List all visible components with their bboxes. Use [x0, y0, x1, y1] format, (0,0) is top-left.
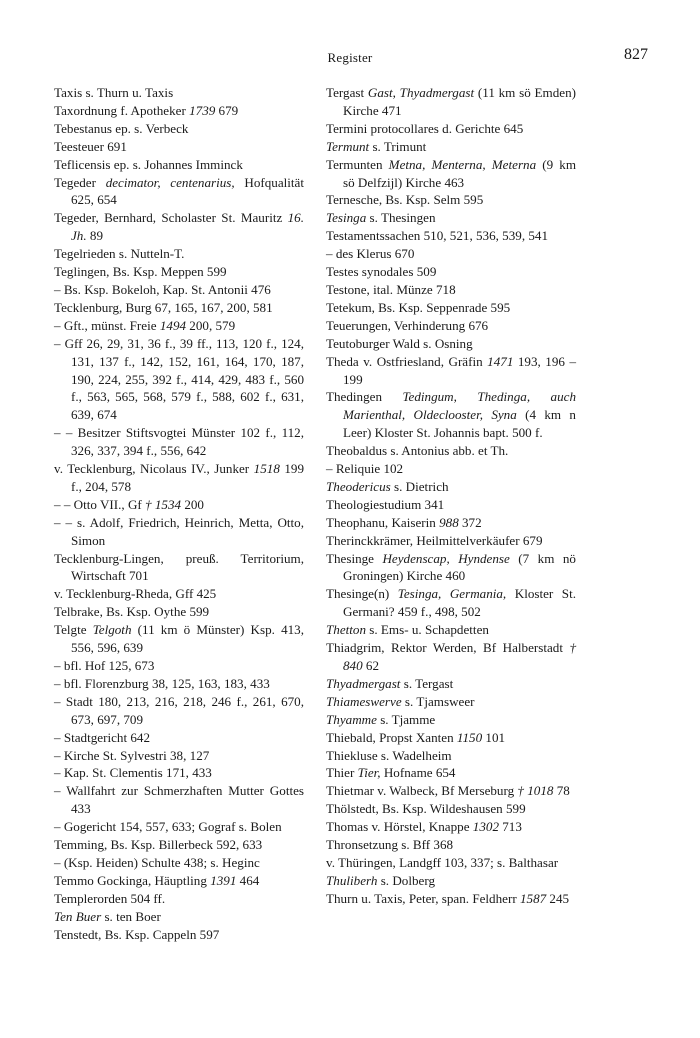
index-entry-italic-text: Tesinga	[326, 210, 367, 226]
index-entry-text: s. Dietrich	[390, 478, 449, 494]
index-entry-text: Thesinge(n)	[326, 586, 398, 602]
index-entry-text: Termunten	[326, 156, 389, 172]
index-entry-italic-text: 1739	[189, 102, 216, 118]
index-entry-text: Testes synodales 509	[326, 264, 437, 280]
index-entry-text: – Gft., münst. Freie	[54, 317, 160, 333]
index-entry-text: Thomas v. Hörstel, Knappe	[326, 819, 473, 835]
index-entry	[54, 102, 304, 120]
index-entry-text: 372	[458, 514, 482, 530]
index-entry-text: Teglingen, Bs. Ksp. Meppen 599	[54, 264, 227, 280]
index-entry-text: (11 km ö Münster) Ksp. 413, 556, 596, 639	[71, 622, 304, 656]
index-entry-text: Telbrake, Bs. Ksp. Oythe 599	[54, 604, 210, 620]
index-entry-italic-text: 1302	[472, 819, 499, 835]
index-entry	[326, 353, 576, 389]
index-entry-text: Tegelrieden s. Nutteln-T.	[54, 246, 185, 262]
index-entry-text: s. Tjamme	[376, 711, 436, 727]
index-entry-text: Teflicensis ep. s. Johannes Imminck	[54, 156, 243, 172]
index-entry-italic-text: 1391	[210, 872, 237, 888]
index-entry-italic-text: 1494	[159, 317, 187, 333]
index-entry	[54, 747, 304, 765]
index-entry-text: – Gff 26, 29, 31, 36 f., 39 ff., 113, 120 f., 124, 131, 137 f., 142, 152, 161, 164, 170, 187, 190, 224, 255, 392 f., 414, 429, 483 f., 560 f., 563, 565, 568, 579 f., 588, 602 f., 631, 639, 674	[54, 335, 304, 423]
index-entry-text: – – s. Adolf, Friedrich, Heinrich, Metta, Otto, Simon	[54, 514, 304, 548]
index-entry-text: 62	[362, 658, 380, 673]
index-entry	[54, 335, 304, 425]
index-entry	[326, 281, 576, 299]
index-entry	[326, 747, 576, 765]
index-entry	[54, 496, 304, 514]
index-entry-italic-text: Thyadmergast	[326, 675, 401, 691]
index-entry-text: s. Ems- u. Schapdetten	[366, 622, 489, 638]
index-entry-text: Thiebald, Propst Xanten	[326, 729, 457, 745]
index-entry	[54, 764, 304, 782]
index-entry	[326, 138, 576, 156]
index-entry-italic-text: Metna, Menterna, Meterna	[388, 156, 537, 172]
index-entry-italic-text: † 840	[343, 640, 576, 673]
index-entry-text: 245	[546, 890, 570, 906]
page-header	[0, 46, 700, 70]
index-entry	[326, 782, 576, 800]
index-entry-text: Theobaldus s. Antonius abb. et Th.	[326, 443, 509, 459]
index-entry-text: v. Tecklenburg-Rheda, Gff 425	[54, 586, 217, 602]
index-entry-text: Temming, Bs. Ksp. Billerbeck 592, 633	[54, 837, 263, 853]
index-entry	[326, 227, 576, 245]
index-entry	[326, 191, 576, 209]
index-entry	[326, 836, 576, 854]
index-entry-text: 200, 579	[186, 317, 236, 333]
index-entry-italic-text: decimator, centenarius,	[105, 174, 235, 190]
index-entry-text: – bfl. Hof 125, 673	[54, 658, 155, 673]
index-entry-text: Termini protocollares d. Gerichte 645	[326, 120, 524, 136]
index-entry	[54, 657, 304, 675]
index-entry	[326, 263, 576, 281]
index-entry-italic-text: Thyamme	[326, 711, 377, 727]
index-entry-text: – Kirche St. Sylvestri 38, 127	[54, 747, 210, 763]
index-entry-text: (9 km sö Delfzijl) Kirche 463	[343, 156, 577, 190]
index-entry-text: Telgte	[54, 622, 93, 638]
index-entry-text: Tegeder	[54, 174, 106, 190]
index-entry-text: – des Klerus 670	[326, 246, 415, 262]
index-entry	[54, 317, 304, 335]
index-entry-text: Thier	[326, 765, 358, 781]
index-entry	[54, 514, 304, 550]
index-entry-text: 200	[181, 496, 204, 512]
index-entry	[54, 603, 304, 621]
index-entry-italic-text: Thetton	[326, 622, 367, 638]
index-entry	[326, 585, 576, 621]
index-entry	[54, 174, 304, 210]
index-entry	[54, 782, 304, 818]
index-entry	[54, 693, 304, 729]
index-entry-text: Thietmar v. Walbeck, Bf Merseburg	[326, 783, 518, 799]
index-column-left	[54, 84, 304, 944]
index-entry	[54, 872, 304, 890]
index-entry	[326, 854, 576, 872]
index-column-right	[326, 84, 576, 908]
index-entry-italic-text: † 1018	[517, 783, 554, 799]
index-entry	[326, 711, 576, 729]
index-entry-text: s. ten Boer	[101, 908, 161, 924]
index-entry	[54, 621, 304, 657]
index-entry-text: – – Besitzer Stiftsvogtei Münster 102 f., 112, 326, 337, 394 f., 556, 642	[54, 425, 304, 459]
page-number: 827	[624, 46, 648, 63]
index-entry-italic-text: Heydenscap, Hyndense	[382, 550, 510, 566]
index-entry	[326, 532, 576, 550]
index-entry-text: Thiekluse s. Wadelheim	[326, 747, 452, 763]
index-entry	[326, 818, 576, 836]
index-entry-text: Thronsetzung s. Bff 368	[326, 837, 454, 853]
index-entry-text: – Bs. Ksp. Bokeloh, Kap. St. Antonii 476	[54, 281, 271, 297]
index-entry-text: – (Ksp. Heiden) Schulte 438; s. Heginc	[54, 854, 260, 870]
index-entry-text: Hofqualität 625, 654	[71, 174, 305, 208]
index-entry-italic-text: Thiameswerve	[326, 693, 402, 709]
index-entry	[326, 800, 576, 818]
index-entry	[54, 908, 304, 926]
index-entry-text: (7 km nö Groningen) Kirche 460	[343, 550, 576, 584]
index-entry-italic-text: 1587	[519, 890, 547, 906]
index-entry-text: s. Thesingen	[366, 210, 436, 226]
index-entry-text: Thölstedt, Bs. Ksp. Wildeshausen 599	[326, 801, 526, 817]
index-entry-text: 713	[498, 819, 522, 835]
index-entry	[326, 460, 576, 478]
running-title: Register	[327, 50, 373, 65]
index-entry-text: Thurn u. Taxis, Peter, span. Feldherr	[326, 890, 520, 906]
index-entry-italic-text: 1471	[487, 353, 514, 369]
index-entry-text: v. Tecklenburg, Nicolaus IV., Junker	[54, 461, 254, 477]
index-entry-text: Temmo Gockinga, Häuptling	[54, 872, 211, 888]
index-entry	[54, 890, 304, 908]
index-entry-text: Kloster St. Germani? 459 f., 498, 502	[343, 586, 576, 620]
index-entry	[326, 496, 576, 514]
index-entry	[326, 639, 576, 675]
index-entry	[326, 693, 576, 711]
index-entry-text: – Reliquie 102	[326, 461, 404, 477]
index-entry-text: 679	[215, 102, 239, 118]
index-entry-italic-text: Thuliberh	[326, 872, 378, 888]
index-entry-text: Tetekum, Bs. Ksp. Seppenrade 595	[326, 299, 511, 315]
index-entry	[326, 84, 576, 120]
index-entry	[326, 335, 576, 353]
index-entry-text: – Wallfahrt zur Schmerzhaften Mutter Gottes 433	[54, 783, 304, 817]
index-entry	[54, 138, 304, 156]
index-entry-text: Taxis s. Thurn u. Taxis	[54, 85, 174, 100]
index-entry	[54, 209, 304, 245]
index-entry	[326, 729, 576, 747]
index-entry-text: Tenstedt, Bs. Ksp. Cappeln 597	[54, 926, 220, 942]
index-entry-text: Thesinge	[326, 550, 383, 566]
index-entry	[54, 460, 304, 496]
index-entry-text: – Stadtgericht 642	[54, 729, 151, 745]
index-entry	[54, 84, 304, 102]
index-entry	[326, 675, 576, 693]
index-entry	[326, 550, 576, 586]
index-entry	[326, 209, 576, 227]
index-entry-text: 78	[553, 783, 570, 799]
index-entry	[54, 675, 304, 693]
index-entry	[54, 156, 304, 174]
index-entry	[326, 299, 576, 317]
index-entry-text: Thedingen	[326, 389, 403, 405]
index-entry-text: Testamentssachen 510, 521, 536, 539, 541	[326, 228, 549, 244]
index-entry-text: Theologiestudium 341	[326, 496, 445, 512]
index-entry-text: Tegeder, Bernhard, Scholaster St. Mauritz	[54, 210, 288, 226]
index-entry-text: v. Thüringen, Landgff 103, 337; s. Balthasar	[326, 854, 559, 870]
index-entry	[54, 926, 304, 944]
index-entry-text: Theda v. Ostfriesland, Gräfin	[326, 353, 488, 369]
index-entry-text: (11 km sö Emden) Kirche 471	[343, 85, 576, 118]
index-entry-text: – Gogericht 154, 557, 633; Gograf s. Bolen	[54, 819, 282, 835]
index-entry-text: s. Dolberg	[377, 872, 436, 888]
index-entry	[326, 621, 576, 639]
index-entry	[54, 585, 304, 603]
index-entry	[54, 263, 304, 281]
index-entry-text: Hofname 654	[380, 765, 456, 781]
index-entry-text: Teuerungen, Verhinderung 676	[326, 317, 489, 333]
index-entry-text: 464	[236, 872, 260, 888]
index-entry-text: s. Tjamsweer	[401, 693, 475, 709]
index-entry	[326, 478, 576, 496]
index-entry	[54, 550, 304, 586]
index-entry-italic-text: Gast, Thyadmergast	[367, 85, 475, 100]
index-entry-text: Teesteuer 691	[54, 138, 127, 154]
index-entry-text: Testone, ital. Münze 718	[326, 281, 456, 297]
index-entry-italic-text: Termunt	[326, 138, 370, 154]
index-entry-text: (4 km n Leer) Kloster St. Johannis bapt. 500 f.	[343, 407, 576, 441]
index-entry-italic-text: Ten Buer	[54, 908, 102, 924]
index-entry	[326, 245, 576, 263]
index-entry-text: Thiadgrim, Rektor Werden, Bf Halberstadt	[326, 640, 570, 656]
index-entry-italic-text: Tedingum, Thedinga, auch Marienthal, Oldeclooster, Syna	[343, 389, 576, 423]
index-entry	[326, 317, 576, 335]
index-entry	[54, 424, 304, 460]
index-entry-text: – Kap. St. Clementis 171, 433	[54, 765, 212, 781]
index-entry-text: Tebestanus ep. s. Verbeck	[54, 120, 189, 136]
index-entry	[54, 854, 304, 872]
index-entry-text: – bfl. Florenzburg 38, 125, 163, 183, 433	[54, 675, 270, 691]
index-entry-italic-text: Theodericus	[326, 478, 391, 494]
index-entry-text: s. Tergast	[400, 675, 454, 691]
index-entry-text: 89	[86, 228, 104, 244]
index-entry	[326, 388, 576, 442]
index-entry	[326, 890, 576, 908]
index-entry-text: Tecklenburg, Burg 67, 165, 167, 200, 581	[54, 299, 273, 315]
index-entry	[326, 872, 576, 890]
index-entry-text: 193, 196 – 199	[343, 353, 576, 387]
index-entry	[54, 818, 304, 836]
index-entry-text: Theophanu, Kaiserin	[326, 514, 440, 530]
index-entry-italic-text: Tesinga, Germania,	[397, 586, 507, 602]
index-entry-text: 199 f., 204, 578	[71, 461, 305, 494]
index-entry-italic-text: 1518	[253, 461, 280, 477]
index-entry	[54, 281, 304, 299]
index-entry-text: Therinckkrämer, Heilmittelverkäufer 679	[326, 532, 543, 548]
index-entry-text: Teutoburger Wald s. Osning	[326, 335, 473, 351]
index-entry-text: Taxordnung f. Apotheker	[54, 102, 190, 118]
index-entry-italic-text: † 1534	[145, 496, 182, 512]
index-entry	[54, 729, 304, 747]
index-entry-text: – Stadt 180, 213, 216, 218, 246 f., 261, 670, 673, 697, 709	[54, 693, 304, 727]
index-entry-text: Tecklenburg-Lingen, preuß. Territorium, Wirtschaft 701	[54, 550, 304, 584]
index-entry	[54, 245, 304, 263]
index-entry-text: Tergast	[326, 85, 368, 100]
index-entry-text: Ternesche, Bs. Ksp. Selm 595	[326, 192, 484, 208]
index-entry	[326, 442, 576, 460]
index-entry-text: s. Trimunt	[369, 138, 427, 154]
index-entry	[54, 120, 304, 138]
index-entry	[326, 514, 576, 532]
index-entry	[54, 299, 304, 317]
index-entry	[326, 156, 576, 192]
index-entry-italic-text: Telgoth	[92, 622, 132, 638]
index-entry	[326, 764, 576, 782]
index-entry-text: Templerorden 504 ff.	[54, 890, 166, 906]
index-entry-text: 101	[482, 729, 506, 745]
index-entry-text: – – Otto VII., Gf	[54, 496, 146, 512]
index-entry	[54, 836, 304, 854]
index-entry-italic-text: Tier,	[357, 765, 381, 781]
index-entry	[326, 120, 576, 138]
index-entry-italic-text: 16. Jh.	[71, 210, 304, 244]
index-entry-italic-text: 988	[439, 514, 459, 530]
index-entry-italic-text: 1150	[456, 729, 483, 745]
